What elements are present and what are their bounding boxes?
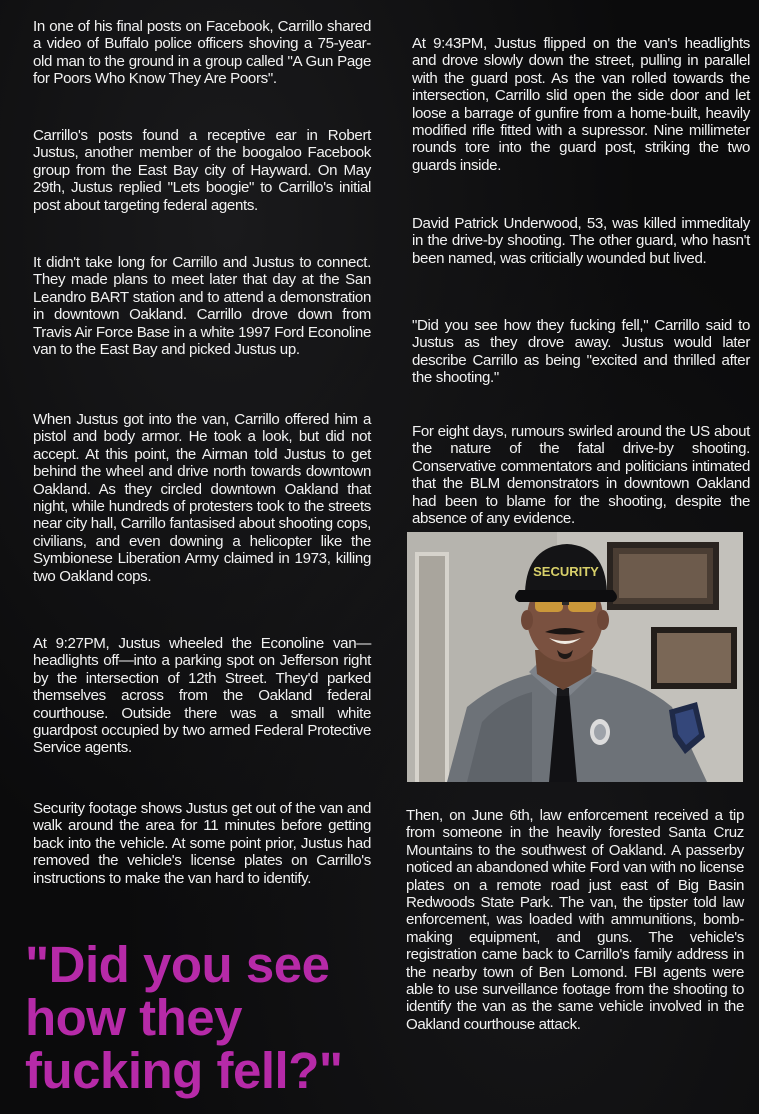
article-paragraph: When Justus got into the van, Carrillo offered him a pistol and body armor. He took a look, but did not accept. At this point, the Airman told Justus to get behind the wheel and drive north towards downtown Oakland. As they circled downtown Oakland that night, while hundreds of protesters took to the streets near city hall, Carrillo fantasised about shooting cops, civilians, and even downing a helicopter like the Symbionese Liberation Army claimed in 1973, killing two Oakland cops.: [33, 411, 371, 585]
photo-illustration: [407, 532, 743, 782]
article-paragraph: David Patrick Underwood, 53, was killed immeditaly in the drive-by shooting. The other guard, who hasn't been named, was criticially wounded but lived.: [412, 215, 750, 267]
cap-lettering: SECURITY: [533, 564, 599, 579]
article-paragraph: In one of his final posts on Facebook, Carrillo shared a video of Buffalo police officers shoving a 75-year-old man to the ground in a group called "A Gun Page for Poors Who Know They Are Poors".: [33, 18, 371, 88]
article-paragraph: It didn't take long for Carrillo and Justus to connect. They made plans to meet later that day at the San Leandro BART station and to attend a demonstration in downtown Oakland. Carrillo drove down from Travis Air Force Base in a white 1997 Ford Econoline van to the East Bay and picked Justus up.: [33, 254, 371, 359]
article-paragraph: Carrillo's posts found a receptive ear in Robert Justus, another member of the boogaloo Facebook group from the East Bay city of Hayward. On May 29th, Justus replied "Lets boogie" to Carrillo's initial post about targeting federal agents.: [33, 127, 371, 214]
article-paragraph: Security footage shows Justus get out of the van and walk around the area for 11 minutes before getting back into the vehicle. At some point prior, Justus had removed the vehicle's license plates on Carrillo's instructions to make the van hard to identify.: [33, 800, 371, 887]
article-paragraph: Then, on June 6th, law enforcement received a tip from someone in the heavily forested Santa Cruz Mountains to the southwest of Oakland. A passerby noticed an abandoned white Ford van with no license plates on a remote road just east of Big Basin Redwoods State Park. The van, the tipster told law enforcement, was loaded with ammunitions, bomb-making equipment, and guns. The vehicle's registration came back to Carrillo's family address in the nearby town of Ben Lomond. FBI agents were able to use surveillance footage from the shooting to identify the van as the same vehicle involved in the Oakland courthouse attack.: [406, 807, 744, 1033]
security-guard-photo: [407, 532, 743, 782]
article-paragraph: At 9:27PM, Justus wheeled the Econoline van—headlights off—into a parking spot on Jefferson right by the intersection of 12th Street. They'd parked themselves across from the Oakland federal courthouse. Outside there was a small white guardpost occupied by two armed Federal Protective Service agents.: [33, 635, 371, 757]
article-paragraph: For eight days, rumours swirled around the US about the nature of the fatal drive-by shooting. Conservative commentators and politicians intimated that the BLM demonstrators in downtown Oakland had been to blame for the shooting, despite the absence of any evidence.: [412, 423, 750, 528]
article-paragraph: At 9:43PM, Justus flipped on the van's headlights and drove slowly down the street, pulling in parallel with the guard post. As the van rolled towards the intersection, Carrillo slid open the side door and let loose a barrage of gunfire from a home-built, heavily modified rifle fitted with a supressor. Nine millimeter rounds tore into the guard post, striking the two guards inside.: [412, 35, 750, 174]
article-paragraph: "Did you see how they fucking fell," Carrillo said to Justus as they drove away. Justus would later describe Carrillo as being "excited and thrilled after the shooting.": [412, 317, 750, 387]
pull-quote: "Did you see how they fucking fell?": [25, 936, 343, 1099]
